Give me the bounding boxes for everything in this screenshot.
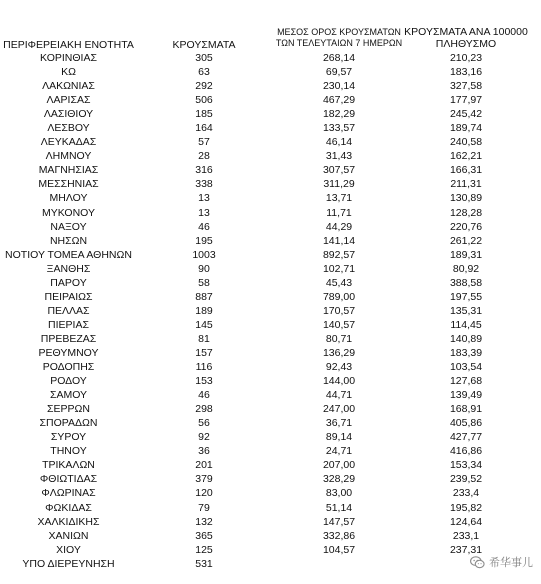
per100k-cell: 183,16	[449, 66, 483, 79]
region-cell: ΚΩ	[61, 66, 76, 79]
per100k-cell: 168,91	[449, 403, 483, 416]
avg7-cell: 102,71	[322, 262, 356, 275]
avg7-cell: 24,71	[325, 445, 353, 458]
per100k-cell: 245,42	[449, 108, 483, 121]
per100k-cell: 189,31	[449, 248, 483, 261]
avg7-cell: 44,71	[325, 389, 353, 402]
table-row	[0, 51, 541, 65]
avg7-cell: 467,29	[322, 94, 356, 107]
region-cell: ΠΡΕΒΕΖΑΣ	[40, 332, 97, 345]
avg7-cell: 83,00	[325, 487, 353, 500]
table-row	[0, 416, 541, 430]
region-cell: ΡΟΔΟΥ	[50, 375, 87, 388]
table-row	[0, 93, 541, 107]
per100k-cell: 177,97	[449, 94, 483, 107]
per100k-cell: 427,77	[449, 431, 483, 444]
cases-cell: 292	[195, 80, 213, 93]
avg7-cell: 69,57	[325, 66, 353, 79]
region-cell: ΞΑΝΘΗΣ	[46, 262, 91, 275]
cases-cell: 316	[195, 164, 213, 177]
per100k-cell: 127,68	[449, 375, 483, 388]
per100k-cell: 237,31	[449, 543, 483, 556]
region-cell: ΤΡΙΚΑΛΩΝ	[42, 459, 95, 472]
region-cell: ΤΗΝΟΥ	[50, 445, 87, 458]
table-row	[0, 135, 541, 149]
table-row	[0, 304, 541, 318]
cases-cell: 28	[198, 150, 210, 163]
avg7-cell: 36,71	[325, 417, 353, 430]
table-row	[0, 107, 541, 121]
region-cell: ΜΗΛΟΥ	[49, 192, 88, 205]
region-cell: ΣΥΡΟΥ	[50, 431, 87, 444]
per100k-cell: 166,31	[449, 164, 483, 177]
region-cell: ΧΙΟΥ	[56, 543, 81, 556]
region-cell: ΣΑΜΟΥ	[49, 389, 88, 402]
header-avg7-line2: ΤΩΝ ΤΕΛΕΥΤΑΙΩΝ 7 ΗΜΕΡΩΝ	[275, 38, 403, 48]
cases-cell: 189	[195, 304, 213, 317]
cases-cell: 90	[198, 262, 210, 275]
per100k-cell: 233,1	[452, 529, 480, 542]
per100k-cell: 124,64	[449, 515, 483, 528]
avg7-cell: 133,57	[322, 122, 356, 135]
avg7-cell: 31,43	[325, 150, 353, 163]
avg7-cell: 51,14	[325, 501, 353, 514]
header-cases	[162, 39, 246, 51]
per100k-cell: 162,21	[449, 150, 483, 163]
cases-cell: 157	[195, 346, 213, 359]
region-cell: ΛΑΡΙΣΑΣ	[46, 94, 91, 107]
table-row	[0, 332, 541, 346]
cases-cell: 379	[195, 473, 213, 486]
cases-cell: 63	[198, 66, 210, 79]
table-row	[0, 206, 541, 220]
region-cell: ΛΑΣΙΘΙΟΥ	[43, 108, 94, 121]
region-cell: ΠΙΕΡΙΑΣ	[48, 318, 89, 331]
cases-cell: 298	[195, 403, 213, 416]
table-row	[0, 262, 541, 276]
per100k-cell: 240,58	[449, 136, 483, 149]
table-row	[0, 346, 541, 360]
region-cell: ΦΘΙΩΤΙΔΑΣ	[39, 473, 98, 486]
avg7-cell: 80,71	[325, 332, 353, 345]
header-per100k-line1: ΚΡΟΥΣΜΑΤΑ ΑΝΑ 100000	[404, 26, 528, 38]
table-row	[0, 458, 541, 472]
per100k-cell: 103,54	[449, 361, 483, 374]
table-row	[0, 177, 541, 191]
region-cell: ΜΑΓΝΗΣΙΑΣ	[38, 164, 99, 177]
cases-cell: 132	[195, 515, 213, 528]
avg7-cell: 268,14	[322, 52, 356, 64]
region-cell: ΡΕΘΥΜΝΟΥ	[38, 346, 99, 359]
region-cell: ΠΕΙΡΑΙΩΣ	[44, 290, 93, 303]
avg7-cell: 140,57	[322, 318, 356, 331]
cases-cell: 145	[195, 318, 213, 331]
table-row	[0, 444, 541, 458]
region-cell: ΜΥΚΟΝΟΥ	[41, 206, 95, 219]
cases-cell: 365	[195, 529, 213, 542]
per100k-cell: 80,92	[452, 262, 480, 275]
region-cell: ΥΠΟ ΔΙΕΡΕΥΝΗΣΗ	[22, 557, 115, 570]
avg7-cell: 141,14	[322, 234, 356, 247]
cases-cell: 79	[198, 501, 210, 514]
header-region-label: ΠΕΡΙΦΕΡΕΙΑΚΗ ΕΝΟΤΗΤΑ	[3, 39, 134, 51]
cases-cell: 185	[195, 108, 213, 121]
cases-cell: 57	[198, 136, 210, 149]
per100k-cell: 233,4	[452, 487, 480, 500]
per100k-cell: 130,89	[449, 192, 483, 205]
per100k-cell: 239,52	[449, 473, 483, 486]
avg7-cell: 104,57	[322, 543, 356, 556]
avg7-cell: 44,29	[325, 220, 353, 233]
table-row	[0, 191, 541, 205]
avg7-cell: 45,43	[325, 276, 353, 289]
per100k-cell: 189,74	[449, 122, 483, 135]
avg7-cell: 46,14	[325, 136, 353, 149]
table-row	[0, 121, 541, 135]
table-row	[0, 318, 541, 332]
cases-cell: 531	[195, 557, 213, 570]
region-cell: ΦΛΩΡΙΝΑΣ	[41, 487, 96, 500]
avg7-cell: 332,86	[322, 529, 356, 542]
avg7-cell: 789,00	[322, 290, 356, 303]
per100k-cell: 211,31	[450, 178, 482, 191]
cases-cell: 46	[198, 220, 210, 233]
avg7-cell: 136,29	[322, 346, 356, 359]
cases-cell: 305	[195, 52, 213, 64]
avg7-cell: 207,00	[322, 459, 356, 472]
region-cell: ΦΩΚΙΔΑΣ	[45, 501, 92, 514]
header-avg7-line1: ΜΕΣΟΣ ΟΡΟΣ ΚΡΟΥΣΜΑΤΩΝ	[277, 27, 401, 37]
cases-cell: 58	[198, 276, 210, 289]
cases-cell: 887	[195, 290, 213, 303]
table-row	[0, 65, 541, 79]
cases-cell: 201	[195, 459, 213, 472]
per100k-cell: 195,82	[449, 501, 483, 514]
table-row	[0, 234, 541, 248]
header-avg7	[268, 27, 410, 49]
cases-cell: 195	[195, 234, 213, 247]
table-row	[0, 248, 541, 262]
avg7-cell: 92,43	[325, 361, 353, 374]
cases-cell: 338	[195, 178, 213, 191]
table-row	[0, 374, 541, 388]
cases-cell: 13	[198, 192, 210, 205]
cases-cell: 506	[195, 94, 213, 107]
per100k-cell: 388,58	[449, 276, 483, 289]
header-per100k	[395, 26, 537, 50]
header-cases-label: ΚΡΟΥΣΜΑΤΑ	[172, 39, 236, 51]
cases-cell: 1003	[192, 248, 216, 261]
region-cell: ΛΑΚΩΝΙΑΣ	[42, 80, 95, 93]
table-row	[0, 430, 541, 444]
per100k-cell: 327,58	[449, 80, 483, 93]
table-row	[0, 360, 541, 374]
cases-cell: 125	[195, 543, 213, 556]
per100k-cell: 416,86	[449, 445, 483, 458]
table-row	[0, 557, 541, 571]
region-cell: ΣΕΡΡΩΝ	[47, 403, 90, 416]
table-row	[0, 290, 541, 304]
table-row	[0, 276, 541, 290]
region-cell: ΛΕΣΒΟΥ	[47, 122, 90, 135]
region-cell: ΜΕΣΣΗΝΙΑΣ	[38, 178, 99, 191]
avg7-cell: 89,14	[325, 431, 353, 444]
per100k-cell: 140,89	[449, 332, 483, 345]
per100k-cell: 261,22	[449, 234, 483, 247]
cases-cell: 164	[195, 122, 213, 135]
region-cell: ΛΗΜΝΟΥ	[45, 150, 92, 163]
per100k-cell: 135,31	[449, 304, 483, 317]
table-header	[0, 0, 541, 52]
avg7-cell: 144,00	[322, 375, 356, 388]
region-cell: ΝΗΣΩΝ	[49, 234, 88, 247]
avg7-cell: 147,57	[322, 515, 356, 528]
wechat-icon	[470, 555, 485, 570]
table-row	[0, 220, 541, 234]
region-cell: ΝΑΞΟΥ	[50, 220, 87, 233]
cases-cell: 81	[198, 332, 210, 345]
per100k-cell: 210,23	[449, 52, 483, 64]
avg7-cell: 170,57	[322, 304, 356, 317]
table-body	[0, 51, 541, 571]
avg7-cell: 182,29	[322, 108, 356, 121]
avg7-cell: 11,71	[326, 206, 352, 219]
header-per100k-line2: ΠΛΗΘΥΣΜΟ	[435, 38, 497, 50]
watermark	[470, 554, 533, 570]
table-row	[0, 472, 541, 486]
table-row	[0, 163, 541, 177]
table-row	[0, 501, 541, 515]
per100k-cell: 114,45	[450, 318, 482, 331]
cases-cell: 46	[198, 389, 210, 402]
per100k-cell: 183,39	[449, 346, 483, 359]
per100k-cell: 139,49	[449, 389, 483, 402]
avg7-cell: 311,29	[323, 178, 355, 191]
region-cell: ΧΑΛΚΙΔΙΚΗΣ	[37, 515, 100, 528]
avg7-cell: 230,14	[322, 80, 356, 93]
cases-cell: 92	[198, 431, 210, 444]
region-cell: ΠΕΛΛΑΣ	[47, 304, 90, 317]
table-row	[0, 79, 541, 93]
per100k-cell: 405,86	[449, 417, 483, 430]
cases-cell: 116	[195, 361, 213, 374]
region-cell: ΠΑΡΟΥ	[50, 276, 87, 289]
avg7-cell: 307,57	[322, 164, 356, 177]
table-row	[0, 388, 541, 402]
cases-cell: 36	[198, 445, 210, 458]
per100k-cell: 197,55	[449, 290, 483, 303]
table-row	[0, 529, 541, 543]
avg7-cell: 892,57	[322, 248, 356, 261]
region-cell: ΧΑΝΙΩΝ	[48, 529, 89, 542]
table-row	[0, 149, 541, 163]
avg7-cell: 328,29	[322, 473, 356, 486]
region-cell: ΚΟΡΙΝΘΙΑΣ	[40, 52, 97, 64]
per100k-cell: 153,34	[449, 459, 483, 472]
header-region	[0, 39, 137, 51]
region-cell: ΣΠΟΡΑΔΩΝ	[39, 417, 98, 430]
avg7-cell: 247,00	[322, 403, 356, 416]
per100k-cell: 220,76	[449, 220, 483, 233]
table-row	[0, 402, 541, 416]
per100k-cell: 128,28	[449, 206, 483, 219]
cases-cell: 56	[198, 417, 210, 430]
region-cell: ΛΕΥΚΑΔΑΣ	[40, 136, 97, 149]
cases-cell: 120	[195, 487, 213, 500]
cases-cell: 153	[195, 375, 213, 388]
cases-cell: 13	[198, 206, 210, 219]
region-cell: ΝΟΤΙΟΥ ΤΟΜΕΑ ΑΘΗΝΩΝ	[5, 248, 132, 261]
table-row	[0, 486, 541, 500]
table-row	[0, 543, 541, 557]
avg7-cell: 13,71	[325, 192, 353, 205]
table-row	[0, 515, 541, 529]
watermark-text: 希华事儿	[489, 557, 533, 569]
region-cell: ΡΟΔΟΠΗΣ	[42, 361, 95, 374]
